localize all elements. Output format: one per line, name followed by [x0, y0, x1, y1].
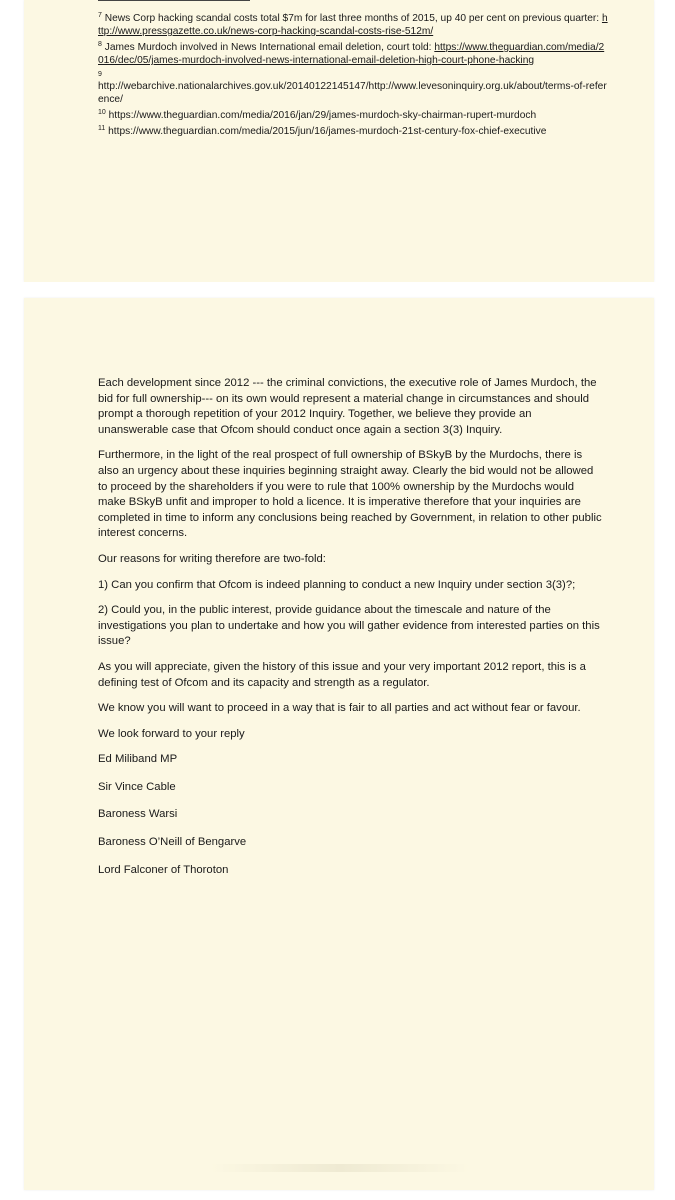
footnote-number: 10: [98, 109, 106, 116]
document-page-footnotes: [24, 0, 654, 282]
footnote-number: 8: [98, 41, 102, 48]
page-gap: [0, 282, 675, 298]
footnote-url: https://www.theguardian.com/media/2015/jun/16/james-murdoch-21st-century-fox-chief-executive: [108, 126, 547, 137]
signatory: Baroness Warsi: [98, 808, 178, 821]
document-page-letter: [24, 298, 654, 1190]
page-bottom-shading: [210, 1164, 470, 1172]
paragraph-developments: Each development since 2012 --- the criminal convictions, the executive role of James Murdoch, the bid for full ownership--- on its own would represent a material change in circumstances and should prompt a thorough repetition of your 2012 Inquiry. Together, we believe they provide an unanswerable case that Ofcom should conduct once again a section 3(3) Inquiry.: [98, 377, 597, 436]
footnote-number: 9: [98, 71, 102, 78]
letter-body: [98, 376, 603, 890]
footnote-7: [98, 12, 608, 38]
paragraph-fairness: We know you will want to proceed in a way that is fair to all parties and act without fear or favour.: [98, 702, 581, 715]
footnote-url: https://www.theguardian.com/media/2016/jan/29/james-murdoch-sky-chairman-rupert-murdoch: [108, 110, 537, 121]
footnote-number: 11: [98, 125, 106, 132]
footnote-text: News Corp hacking scandal costs total $7m for last three months of 2015, up 40 per cent on previous quarter:: [104, 13, 602, 24]
signatory: Sir Vince Cable: [98, 780, 176, 793]
paragraph-defining-test: As you will appreciate, given the history of this issue and your very important 2012 report, this is a defining test of Ofcom and its capacity and strength as a regulator.: [98, 660, 586, 689]
signatories-list: [98, 752, 603, 878]
paragraph-reasons-intro: Our reasons for writing therefore are two-fold:: [98, 552, 326, 565]
footnotes-section: [98, 12, 608, 141]
paragraph-urgency: Furthermore, in the light of the real prospect of full ownership of BSkyB by the Murdochs, there is also an urgency about these inquiries beginning straight away. Clearly the bid would not be allowed to proceed by the shareholders if you were to rule that 100% ownership by the Murdochs would make BSkyB unfit and improper to hold a licence. It is imperative therefore that your inquiries are completed in time to inform any conclusions being reached by Government, in relation to other public interest concerns.: [98, 449, 602, 540]
footnote-url: http://webarchive.nationalarchives.gov.uk/20140122145147/http://www.levesoninquiry.org.uk/about/terms-of-reference/: [98, 81, 607, 105]
paragraph-closing: We look forward to your reply: [98, 727, 245, 740]
footnote-text: James Murdoch involved in News International email deletion, court told:: [104, 42, 435, 53]
footnote-number: 7: [98, 12, 102, 19]
footnote-link[interactable]: https://www.theguardian.com/media/2016/dec/05/james-murdoch-involved-news-international-email-deletion-high-court-phone-hacking: [98, 42, 605, 66]
footnote-separator: [98, 0, 250, 1]
signatory: Baroness O’Neill of Bengarve: [98, 836, 247, 849]
footnote-8: [98, 41, 608, 67]
footnote-9: [98, 80, 608, 106]
signatory: Ed Miliband MP: [98, 753, 178, 766]
footnote-10: [98, 109, 608, 122]
footnote-link[interactable]: http://www.pressgazette.co.uk/news-corp-hacking-scandal-costs-rise-512m/: [98, 13, 608, 37]
signatory: Lord Falconer of Thoroton: [98, 863, 229, 876]
paragraph-reason-2: 2) Could you, in the public interest, provide guidance about the timescale and nature of the investigations you plan to undertake and how you will gather evidence from interested parties on this issue?: [98, 604, 600, 648]
paragraph-reason-1: 1) Can you confirm that Ofcom is indeed planning to conduct a new Inquiry under section 3(3)?;: [98, 578, 576, 591]
footnote-11: [98, 125, 608, 138]
